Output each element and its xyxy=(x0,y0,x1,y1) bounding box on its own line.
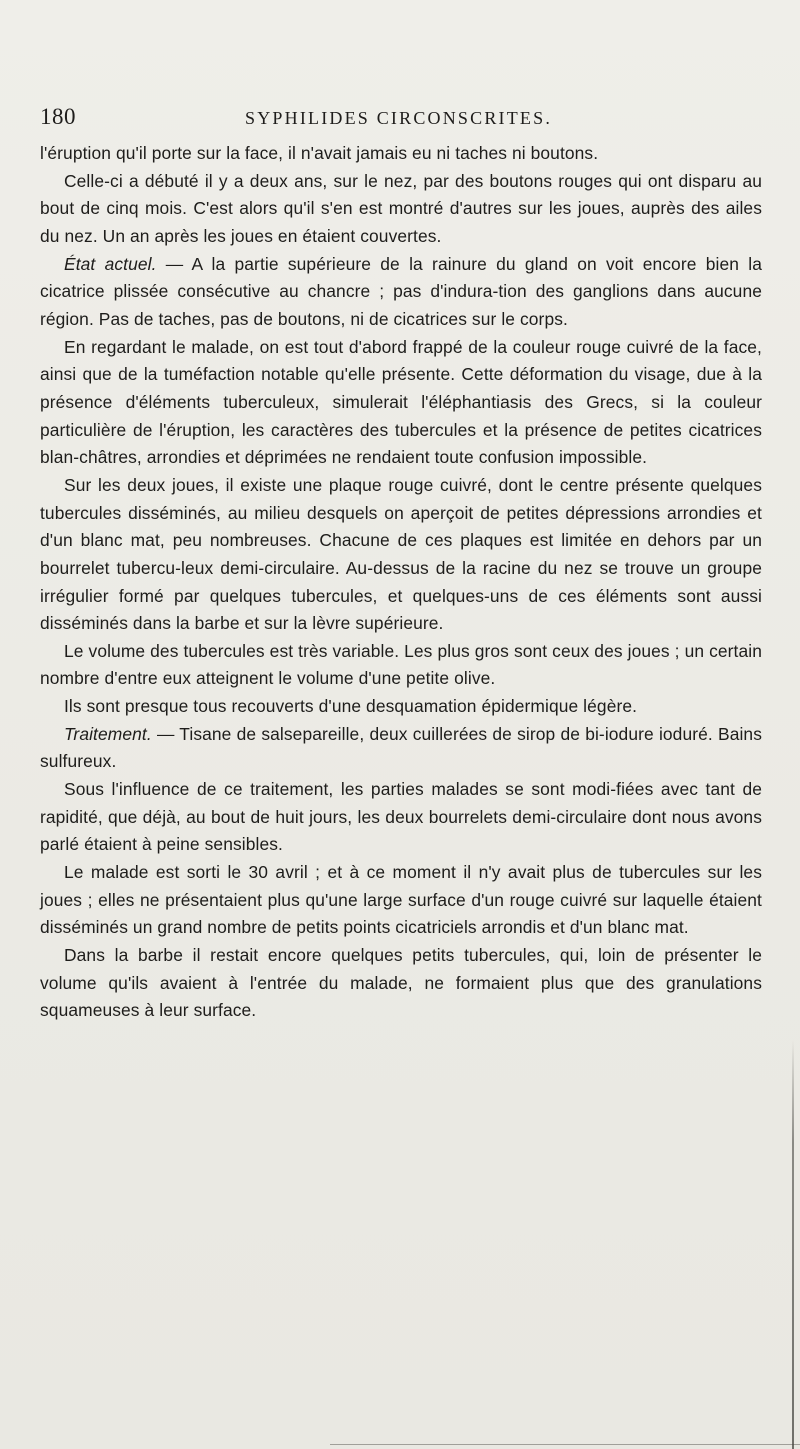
paragraph xyxy=(40,776,762,859)
paragraph-text: Ils sont presque tous recouverts d'une desquamation épidermique légère. xyxy=(64,696,638,717)
page-edge-shadow xyxy=(792,1040,794,1449)
paragraph xyxy=(40,638,762,693)
paragraph xyxy=(40,859,762,942)
page-number: 180 xyxy=(40,104,76,129)
paragraph xyxy=(40,693,762,721)
paragraph-text: l'éruption qu'il porte sur la face, il n'avait jamais eu ni taches ni boutons. xyxy=(40,143,599,163)
paragraph xyxy=(40,942,762,1025)
paragraph xyxy=(40,334,762,472)
running-head xyxy=(40,104,760,134)
paragraph-text: Sur les deux joues, il existe une plaque rouge cuivré, dont le centre présente quelques tubercules disséminés, au milieu desquels on aperçoit de petites dépressions arrondies et d'un blanc mat, peu nombreuses. Chacune de ces plaques est limitée en dehors par un bourrelet tubercu-leux demi-circulaire. Au-dessus de la racine du nez se trouve un groupe irrégulier formé par quelques tubercules, et quelques-uns de ces éléments sont aussi disséminés dans la barbe et sur la lèvre supérieure. xyxy=(40,474,762,634)
paragraph-text: Le volume des tubercules est très variable. Les plus gros sont ceux des joues ; un certain nombre d'entre eux atteignent le volume d'une petite olive. xyxy=(40,640,762,689)
body-text xyxy=(40,140,762,1025)
section-label: État actuel. xyxy=(64,253,157,274)
section-label: Traitement. xyxy=(64,723,152,744)
paragraph xyxy=(40,140,762,168)
paragraph-text: Sous l'influence de ce traitement, les parties malades se sont modi-fiées avec tant de rapidité, que déjà, au bout de huit jours, les deux bourrelets demi-circulaire dont nous avons parlé étaient à peine sensibles. xyxy=(40,779,762,855)
paragraph-text: — Tisane de salsepareille, deux cuillerées de sirop de bi-iodure ioduré. Bains sulfureux. xyxy=(40,723,762,772)
paragraph-text: Dans la barbe il restait encore quelques petits tubercules, qui, loin de présenter le volume qu'ils avaient à l'entrée du malade, ne formaient plus que des granulations squameuses à leur surface. xyxy=(40,945,762,1021)
paragraph xyxy=(40,168,762,251)
paragraph xyxy=(40,251,762,334)
paragraph xyxy=(40,721,762,776)
paragraph-text: Celle-ci a débuté il y a deux ans, sur le nez, par des boutons rouges qui ont disparu au bout de cinq mois. C'est alors qu'il s'en est montré d'autres sur les joues, auprès des ailes du nez. Un an après les joues en étaient couvertes. xyxy=(40,170,762,246)
paragraph-text: — A la partie supérieure de la rainure du gland on voit encore bien la cicatrice plissée consécutive au chancre ; pas d'indura-tion des ganglions dans aucune région. Pas de taches, pas de boutons, ni de cicatrices sur le corps. xyxy=(40,253,762,329)
page-bottom-edge xyxy=(330,1444,800,1445)
paragraph-text: Le malade est sorti le 30 avril ; et à ce moment il n'y avait plus de tubercules sur les joues ; elles ne présentaient plus qu'une large surface d'un rouge cuivré sur laquelle étaient disséminés un grand nombre de petits points cicatriciels arrondis et d'un blanc mat. xyxy=(40,862,762,938)
paragraph-text: En regardant le malade, on est tout d'abord frappé de la couleur rouge cuivré de la face, ainsi que de la tuméfaction notable qu'elle présente. Cette déformation du visage, due à la présence d'éléments tuberculeux, simulerait l'éléphantiasis des Grecs, si la couleur particulière de l'éruption, les caractères des tubercules et la présence de petites cicatrices blan-châtres, arrondies et déprimées ne rendaient toute confusion impossible. xyxy=(40,336,762,468)
paragraph xyxy=(40,472,762,638)
running-title: SYPHILIDES CIRCONSCRITES. xyxy=(245,108,553,128)
